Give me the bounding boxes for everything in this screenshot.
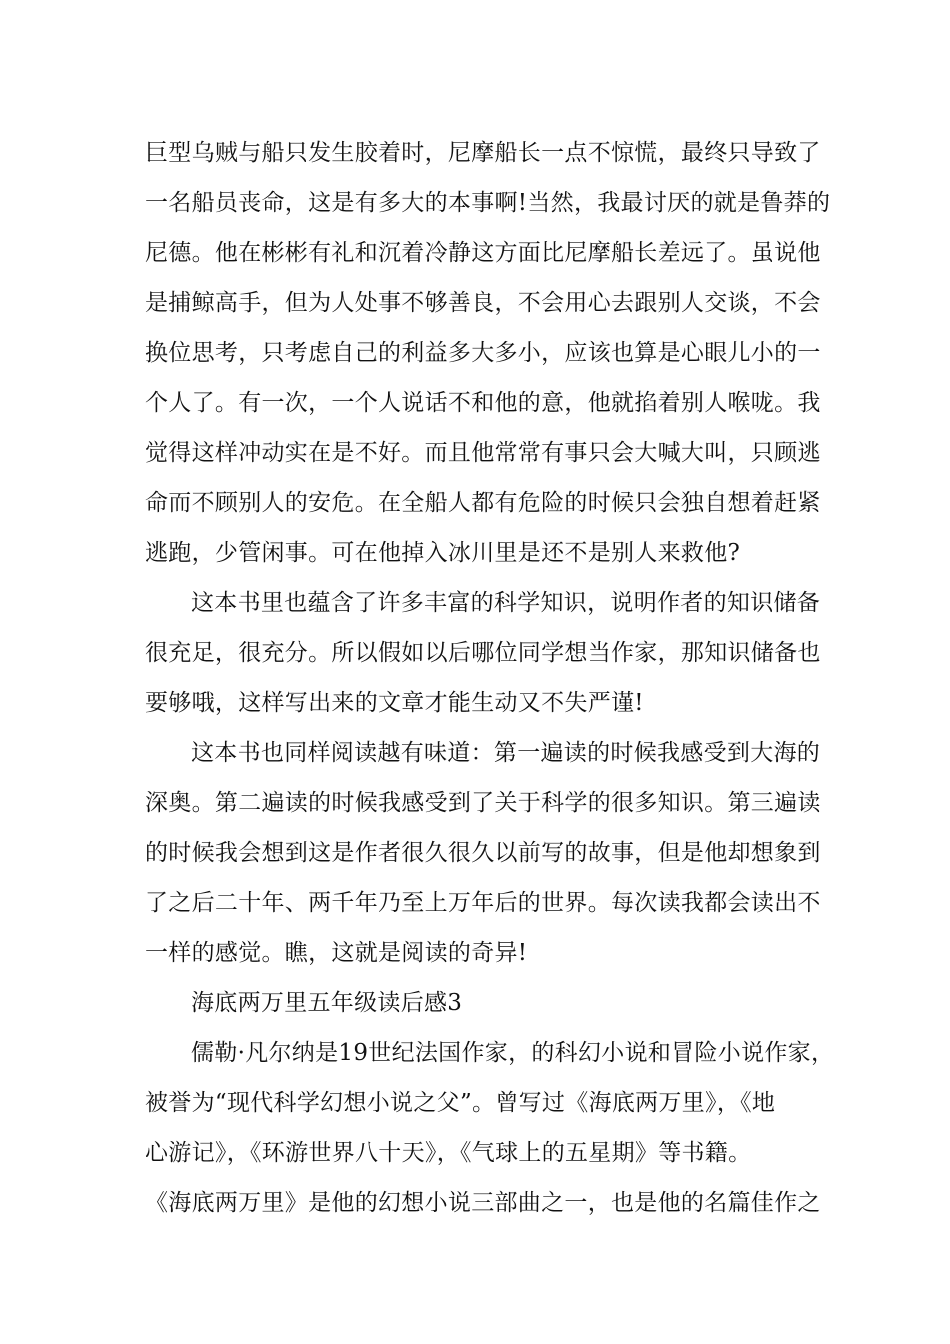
text-line: 儒勒·凡尔纳是19世纪法国作家，的科幻小说和冒险小说作家， <box>191 1040 835 1066</box>
paragraph-science-knowledge <box>145 578 821 728</box>
text-line: 尼德。他在彬彬有礼和沉着冷静这方面比尼摩船长差远了。虽说他 <box>145 240 821 266</box>
text-line: 了之后二十年、两千年乃至上万年后的世界。每次读我都会读出不 <box>145 890 821 916</box>
text-line: 这本书里也蕴含了许多丰富的科学知识，说明作者的知识储备 <box>191 590 821 616</box>
text-line: 巨型乌贼与船只发生胶着时，尼摩船长一点不惊慌，最终只导致了 <box>145 140 821 166</box>
text-line: 心游记》，《环游世界八十天》，《气球上的五星期》等书籍。 <box>145 1140 752 1166</box>
text-line: 深奥。第二遍读的时候我感受到了关于科学的很多知识。第三遍读 <box>145 790 821 816</box>
paragraph-nemo-and-ned <box>145 128 831 578</box>
text-line: 觉得这样冲动实在是不好。而且他常常有事只会大喊大叫，只顾逃 <box>145 440 821 466</box>
text-line: 逃跑，少管闲事。可在他掉入冰川里是还不是别人来救他? <box>145 540 741 566</box>
section-heading <box>145 978 810 1028</box>
text-line: 的时候我会想到这是作者很久很久以前写的故事，但是他却想象到 <box>145 840 821 866</box>
section-title: 海底两万里五年级读后感3 <box>191 990 463 1016</box>
paragraph-jules-verne <box>145 1028 835 1228</box>
text-line: 个人了。有一次，一个人说话不和他的意，他就掐着别人喉咙。我 <box>145 390 821 416</box>
text-line: 被誉为“现代科学幻想小说之父”。曾写过《海底两万里》，《地 <box>145 1090 776 1116</box>
text-line: 这本书也同样阅读越有味道：第一遍读的时候我感受到大海的 <box>191 740 821 766</box>
paragraph-rereading <box>145 728 821 978</box>
text-line: 很充足，很充分。所以假如以后哪位同学想当作家，那知识储备也 <box>145 640 821 666</box>
text-line: 换位思考，只考虑自己的利益多大多小，应该也算是心眼儿小的一 <box>145 340 821 366</box>
document-body <box>145 128 835 1228</box>
text-line: 命而不顾别人的安危。在全船人都有危险的时候只会独自想着赶紧 <box>145 490 821 516</box>
text-line: 是捕鲸高手，但为人处事不够善良，不会用心去跟别人交谈，不会 <box>145 290 821 316</box>
text-line: 一名船员丧命，这是有多大的本事啊!当然，我最讨厌的就是鲁莽的 <box>145 190 831 216</box>
text-line: 《海底两万里》是他的幻想小说三部曲之一，也是他的名篇佳作之 <box>145 1190 821 1216</box>
text-line: 一样的感觉。瞧，这就是阅读的奇异! <box>145 940 528 966</box>
text-line: 要够哦，这样写出来的文章才能生动又不失严谨! <box>145 690 644 716</box>
